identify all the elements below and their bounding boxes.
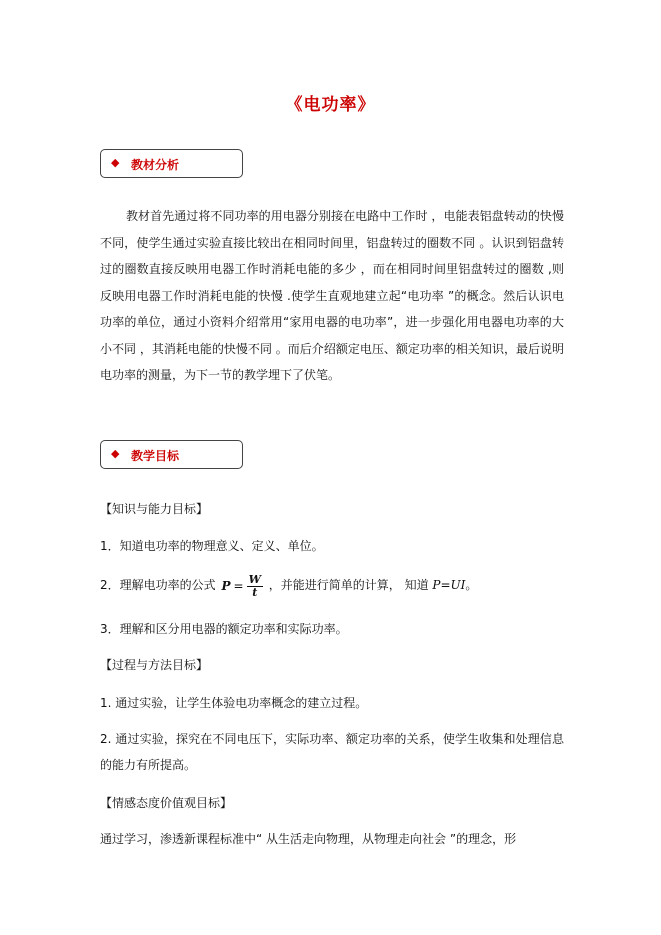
formula-equals: = [233, 578, 244, 593]
knowledge-goal-2 [100, 568, 570, 602]
formula-denominator: t [252, 585, 258, 599]
section-header-analysis [100, 149, 243, 178]
emotion-goals-header: 【情感态度价值观目标】 [100, 796, 233, 810]
diamond-bullet-icon: ◆ [111, 156, 120, 169]
knowledge-goals-header: 【知识与能力目标】 [100, 502, 209, 516]
process-goal-1: 1. 通过实验，让学生体验电功率概念的建立过程。 [100, 696, 368, 710]
section-label: 教材分析 [131, 158, 180, 172]
formula-numerator: W [248, 572, 261, 586]
formula-lhs: P [221, 578, 231, 593]
knowledge-goal-3: 3．理解和区分用电器的额定功率和实际功率。 [100, 622, 348, 636]
emotion-goal-1: 通过学习，渗透新课程标准中“ 从生活走向物理，从物理走向社会 ”的理念，形 [100, 832, 517, 846]
power-formula [221, 569, 262, 603]
goal-2-prefix: 2．理解电功率的公式 [100, 578, 216, 592]
knowledge-goal-1: 1．知道电功率的物理意义、定义、单位。 [100, 539, 324, 553]
process-goal-2: 2. 通过实验，探究在不同电压下，实际功率、额定功率的关系，使学生收集和处理信息的能力有所提高。 [100, 732, 564, 772]
formula-fraction [247, 574, 263, 599]
diamond-bullet-icon: ◆ [111, 447, 120, 460]
formula-pui: P=UI [432, 578, 466, 592]
section-label: 教学目标 [131, 449, 180, 463]
section-header-goals [100, 440, 243, 469]
analysis-paragraph: 教材首先通过将不同功率的用电器分别接在电路中工作时 ，电能表铝盘转动的快慢不同，使学生通过实验直接比较出在相同时间里，铝盘转过的圈数不同 。认识到铝盘转过的圈数直接反映用电器工作时消耗电能的多少 ，而在相同时间里铝盘转过的圈数 ,则反映用电器工作时消耗电能的快慢 .使学生直观地建立起“电功率 ”的概念。然后认识电功率的单位，通过小资料介绍常用“家用电器的电功率”，进一步强化用电器电功率的大小不同 ，其消耗电能的快慢不同 。而后介绍额定电压、额定功率的相关知识，最后说明电功率的测量，为下一节的教学埋下了伏笔。 [100, 209, 564, 382]
goal-2-end: 。 [465, 578, 478, 592]
document-title: 《电功率》 [285, 95, 376, 115]
process-goals-header: 【过程与方法目标】 [100, 658, 209, 672]
goal-2-suffix: ，并能进行简单的计算， 知道 [268, 578, 429, 592]
